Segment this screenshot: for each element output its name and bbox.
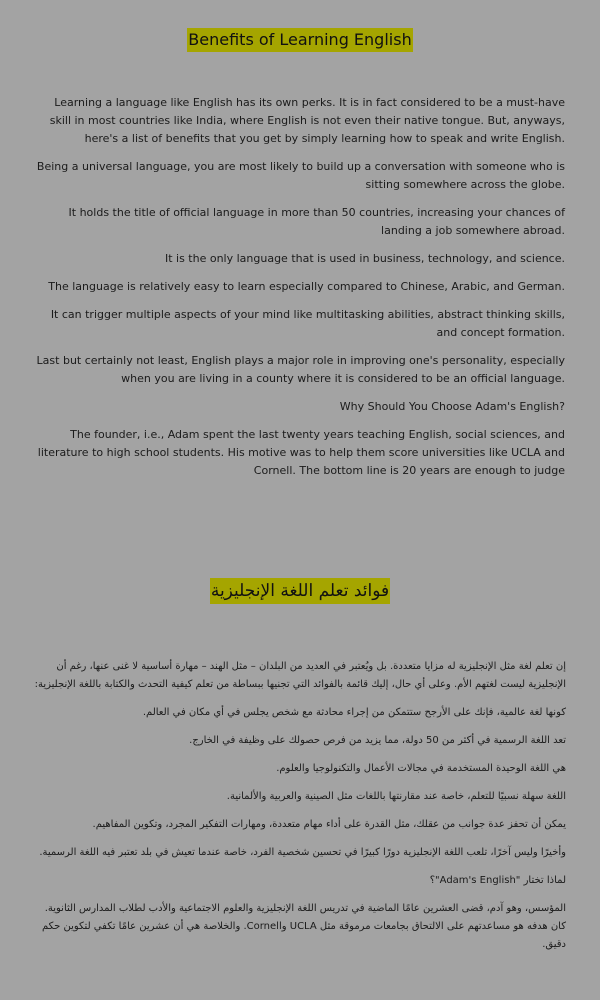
english-paragraph: Last but certainly not least, English plays a major role in improving one's personality, especially when you are living in a county where it is considered to be an official language. (36, 354, 565, 385)
english-paragraphs (32, 94, 565, 490)
arabic-paragraph: كونها لغة عالمية، فإنك على الأرجح ستتمكن من إجراء محادثة مع شخص يجلس في أي مكان في العالم. (142, 707, 566, 718)
arabic-section (0, 572, 600, 950)
arabic-paragraph: المؤسس، وهو آدم، قضى العشرين عامًا الماضية في تدريس اللغة الإنجليزية والعلوم الاجتماعية والأدب لطلاب المدارس الثانوية. كان هدفه هو مساعدتهم على الالتحاق بجامعات مرموقة مثل UCLA وCornell. والخلاصة هي أن عشرين عامًا تكفي لتكوين حكم دقيق. (41, 903, 566, 950)
arabic-paragraph: إن تعلم لغة مثل الإنجليزية له مزايا متعددة. بل ويُعتبر في العديد من البلدان – مثل الهند – مهارة أساسية لا غنى عنها، رغم أن الإنجليزية ليست لغتهم الأم. وعلى أي حال، إليك قائمة بالفوائد التي تجنيها ببساطة من تعلم كيفية التحدث والكتابة باللغة الإنجليزية: (34, 661, 566, 690)
arabic-subheading: لماذا تختار "Adam's English"؟ (429, 875, 566, 886)
english-subheading: Why Should You Choose Adam's English? (339, 400, 565, 413)
english-paragraph: The founder, i.e., Adam spent the last twenty years teaching English, social sciences, and literature to high school students. His motive was to help them score universities like UCLA and Cornell. The bottom line is 20 years are enough to judge (37, 428, 565, 477)
arabic-paragraph: اللغة سهلة نسبيًا للتعلم، خاصة عند مقارنتها باللغات مثل الصينية والعربية والألمانية. (226, 791, 566, 802)
english-paragraph: Being a universal language, you are most likely to build up a conversation with someone who is sitting somewhere across the globe. (36, 160, 565, 191)
english-paragraph: It is the only language that is used in business, technology, and science. (164, 252, 565, 265)
arabic-paragraph: هي اللغة الوحيدة المستخدمة في مجالات الأعمال والتكنولوجيا والعلوم. (276, 763, 566, 774)
english-paragraph: Learning a language like English has its own perks. It is in fact considered to be a must-have skill in most countries like India, where English is not even their native tongue. But, anyways, here's a list of benefits that you get by simply learning how to speak and write English. (49, 96, 565, 145)
arabic-paragraphs (34, 658, 566, 964)
arabic-title: فوائد تعلم اللغة الإنجليزية (210, 578, 390, 604)
arabic-paragraph: وأخيرًا وليس آخرًا، تلعب اللغة الإنجليزية دورًا كبيرًا في تحسين شخصية الفرد، خاصة عندما تعيش في بلد تعتبر فيه اللغة الرسمية. (39, 847, 566, 858)
arabic-paragraph: يمكن أن تحفز عدة جوانب من عقلك، مثل القدرة على أداء مهام متعددة، ومهارات التفكير المجرد، وتكوين المفاهيم. (92, 819, 566, 830)
english-title-wrap (0, 28, 600, 52)
english-paragraph: The language is relatively easy to learn especially compared to Chinese, Arabic, and German. (48, 280, 565, 293)
english-paragraph: It can trigger multiple aspects of your mind like multitasking abilities, abstract thinking skills, and concept formation. (50, 308, 565, 339)
english-title: Benefits of Learning English (187, 28, 412, 52)
english-paragraph: It holds the title of official language in more than 50 countries, increasing your chances of landing a job somewhere abroad. (68, 206, 565, 237)
arabic-paragraph: تعد اللغة الرسمية في أكثر من 50 دولة، مما يزيد من فرص حصولك على وظيفة في الخارج. (189, 735, 566, 746)
arabic-title-wrap (0, 578, 600, 604)
english-section (0, 0, 600, 477)
